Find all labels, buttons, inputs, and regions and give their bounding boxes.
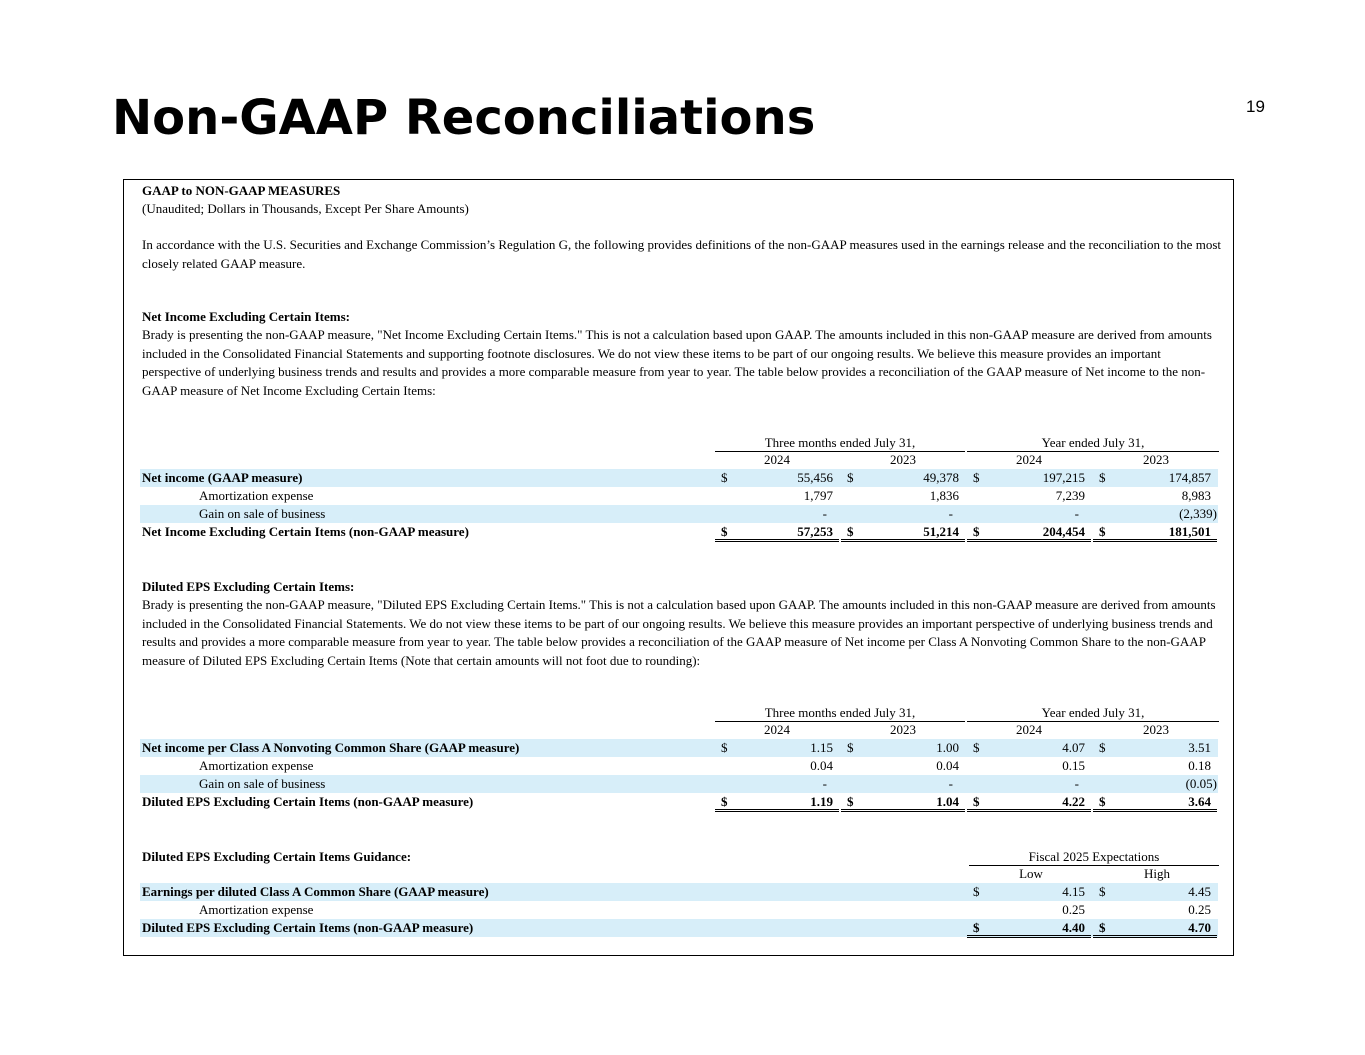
table-row — [140, 883, 1218, 901]
table-cell: - — [1074, 776, 1079, 791]
section1-year-col-2: 2023 — [890, 452, 916, 467]
section3-title: Diluted EPS Excluding Certain Items Guidance: — [142, 849, 412, 864]
table-row — [140, 775, 1218, 793]
table-row — [140, 757, 1218, 775]
table-cell: 0.18 — [1188, 758, 1211, 773]
table-cell: 197,215 — [1042, 470, 1085, 485]
table-row — [140, 469, 1218, 487]
table-cell: 4.15 — [1062, 884, 1085, 899]
table-cell: 51,214 — [923, 524, 959, 539]
table-row — [140, 505, 1218, 523]
row-label: Amortization expense — [199, 488, 314, 503]
dollar-sign: $ — [847, 470, 854, 485]
section2-header-three-months: Three months ended July 31, — [715, 705, 965, 722]
section1-description: Brady is presenting the non-GAAP measure, "Net Income Excluding Certain Items." This is not a calculation based upon GAAP. The amounts included in this non-GAAP measure are derived from amounts included in the Consolidated Financial Statements and supporting footnote disclosures. We do not view these items to be part of our ongoing results. We believe this measure provides an important perspective of underlying business trends and results and provides a more comparable measure from year to year. The table below provides a reconciliation of the GAAP measure of Net income to the non-GAAP measure of Net Income Excluding Certain Items: — [142, 327, 1212, 398]
table-cell: 4.45 — [1188, 884, 1211, 899]
section3-col-low: Low — [1019, 866, 1043, 881]
section2-header-year: Year ended July 31, — [967, 705, 1219, 722]
page-number: 19 — [1246, 97, 1265, 116]
row-label: Gain on sale of business — [199, 776, 326, 791]
table-row — [140, 739, 1218, 757]
table-cell: - — [948, 506, 953, 521]
table-row — [140, 919, 1218, 937]
table-cell: 4.70 — [1188, 920, 1211, 935]
table-cell: 204,454 — [1042, 524, 1085, 539]
table-cell: - — [1074, 506, 1079, 521]
dollar-sign: $ — [1099, 920, 1106, 935]
row-label: Earnings per diluted Class A Common Share (GAAP measure) — [142, 884, 489, 899]
panel-subheading: (Unaudited; Dollars in Thousands, Except Per Share Amounts) — [142, 201, 469, 216]
table-cell: 3.64 — [1188, 794, 1211, 809]
row-label: Net Income Excluding Certain Items (non-GAAP measure) — [142, 524, 469, 539]
section2-title: Diluted EPS Excluding Certain Items: — [142, 579, 355, 594]
table-cell: 1,797 — [803, 488, 833, 503]
table-row — [140, 901, 1218, 919]
table-cell: 57,253 — [797, 524, 833, 539]
table-row — [140, 523, 1218, 541]
table-cell: 0.25 — [1062, 902, 1085, 917]
table-row — [140, 793, 1218, 811]
table-cell: 4.40 — [1062, 920, 1085, 935]
row-label: Amortization expense — [199, 902, 314, 917]
section2-year-col-4: 2023 — [1143, 722, 1169, 737]
row-label: Diluted EPS Excluding Certain Items (non-GAAP measure) — [142, 794, 474, 809]
dollar-sign: $ — [973, 524, 980, 539]
section1-header-three-months: Three months ended July 31, — [715, 435, 965, 452]
dollar-sign: $ — [973, 920, 980, 935]
table-cell: 8,983 — [1181, 488, 1211, 503]
table-cell: - — [948, 776, 953, 791]
slide-title: Non-GAAP Reconciliations — [112, 90, 816, 146]
section3-header: Fiscal 2025 Expectations — [969, 849, 1219, 866]
section2-description: Brady is presenting the non-GAAP measure, "Diluted EPS Excluding Certain Items." This is not a calculation based upon GAAP. The amounts included in this non-GAAP measure are derived from amounts included in the Consolidated Financial Statements. We do not view these items to be part of our ongoing results. We believe this measure provides an important perspective of underlying business trends and results and provides a more comparable measure from year to year. The table below provides a reconciliation of the GAAP measure of Net income per Class A Nonvoting Common Share to the non-GAAP measure of Diluted EPS Excluding Certain Items (Note that certain amounts will not foot due to rounding): — [142, 597, 1216, 668]
table-cell: (0.05) — [1185, 776, 1217, 791]
row-label: Gain on sale of business — [199, 506, 326, 521]
table-cell: 1.15 — [810, 740, 833, 755]
section2-year-col-2: 2023 — [890, 722, 916, 737]
table-cell: 0.04 — [810, 758, 833, 773]
row-label: Net income per Class A Nonvoting Common Share (GAAP measure) — [142, 740, 520, 755]
section2-year-col-3: 2024 — [1016, 722, 1042, 737]
section2-year-col-1: 2024 — [764, 722, 790, 737]
row-label: Diluted EPS Excluding Certain Items (non-GAAP measure) — [142, 920, 474, 935]
dollar-sign: $ — [847, 524, 854, 539]
section1-year-col-4: 2023 — [1143, 452, 1169, 467]
intro-paragraph: In accordance with the U.S. Securities and Exchange Commission’s Regulation G, the following provides definitions of the non-GAAP measures used in the earnings release and the reconciliation to the most closely related GAAP measure. — [142, 237, 1221, 271]
table-row — [140, 487, 1218, 505]
panel-heading: GAAP to NON-GAAP MEASURES — [142, 183, 341, 198]
dollar-sign: $ — [1099, 884, 1106, 899]
table-cell: 0.04 — [936, 758, 959, 773]
table-cell: - — [822, 776, 827, 791]
dollar-sign: $ — [973, 740, 980, 755]
section1-year-col-3: 2024 — [1016, 452, 1042, 467]
table-cell: 181,501 — [1168, 524, 1211, 539]
dollar-sign: $ — [973, 794, 980, 809]
dollar-sign: $ — [721, 470, 728, 485]
section1-header-year: Year ended July 31, — [967, 435, 1219, 452]
table-cell: 4.07 — [1062, 740, 1085, 755]
dollar-sign: $ — [973, 884, 980, 899]
table-cell: 0.25 — [1188, 902, 1211, 917]
table-cell: 0.15 — [1062, 758, 1085, 773]
dollar-sign: $ — [721, 794, 728, 809]
table-cell: 4.22 — [1062, 794, 1085, 809]
dollar-sign: $ — [721, 740, 728, 755]
section1-year-col-1: 2024 — [764, 452, 790, 467]
table-cell: 3.51 — [1188, 740, 1211, 755]
table-cell: 174,857 — [1168, 470, 1211, 485]
table-cell: 1,836 — [929, 488, 959, 503]
table-cell: 7,239 — [1055, 488, 1085, 503]
dollar-sign: $ — [1099, 470, 1106, 485]
table-cell: 49,378 — [923, 470, 959, 485]
table-cell: 1.04 — [936, 794, 959, 809]
dollar-sign: $ — [1099, 740, 1106, 755]
dollar-sign: $ — [1099, 794, 1106, 809]
dollar-sign: $ — [721, 524, 728, 539]
table-cell: 1.00 — [936, 740, 959, 755]
table-cell: 55,456 — [797, 470, 833, 485]
dollar-sign: $ — [1099, 524, 1106, 539]
dollar-sign: $ — [973, 470, 980, 485]
section3-col-high: High — [1144, 866, 1170, 881]
table-cell: 1.19 — [810, 794, 833, 809]
dollar-sign: $ — [847, 740, 854, 755]
row-label: Amortization expense — [199, 758, 314, 773]
reconciliation-panel — [123, 179, 1234, 956]
row-label: Net income (GAAP measure) — [142, 470, 303, 485]
dollar-sign: $ — [847, 794, 854, 809]
table-cell: (2,339) — [1179, 506, 1217, 521]
table-cell: - — [822, 506, 827, 521]
section1-title: Net Income Excluding Certain Items: — [142, 309, 350, 324]
